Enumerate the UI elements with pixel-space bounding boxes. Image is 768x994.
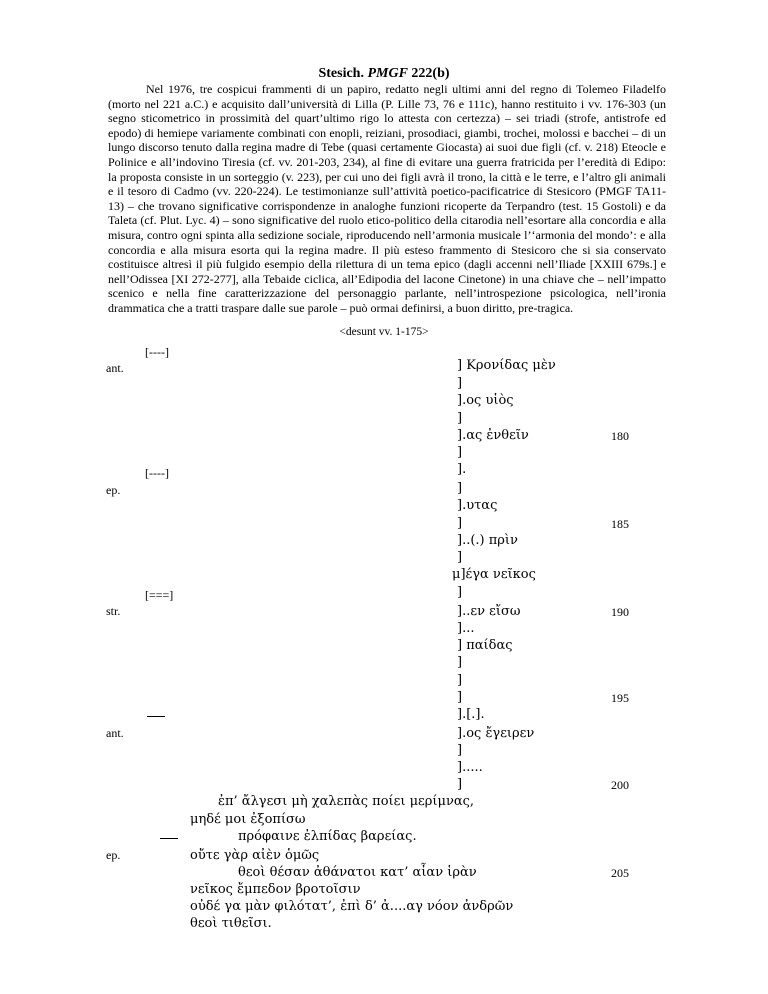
verse-line: ] <box>457 411 463 426</box>
section-label: ep. <box>106 848 121 862</box>
line-number: 200 <box>611 778 629 792</box>
verse-line: ].ος υἱὸς <box>457 393 514 408</box>
verse-line: θεοὶ τιθεῖσι. <box>190 916 272 931</box>
verse-line: ].ος ἔγειρεν <box>457 726 535 741</box>
verse-line: οὔτε γὰρ αἰὲν ὁμῶς <box>190 848 320 863</box>
verse-line: μ]έγα νεῖκος <box>452 567 536 582</box>
verse-line: μηδέ μοι ἐξοπίσω <box>190 812 306 827</box>
verse-line: ]..(.) πρὶν <box>457 533 518 548</box>
verse-line: ] <box>457 445 463 460</box>
desunt-note: <desunt vv. 1-175> <box>339 326 429 338</box>
triad-marker: [----] <box>145 345 169 359</box>
verse-line: ].[.]. <box>457 707 485 722</box>
verse-line: ] <box>457 550 463 565</box>
section-divider <box>147 716 165 717</box>
section-label: str. <box>106 604 121 618</box>
verse-line: ] <box>457 743 463 758</box>
verse-line: ]. <box>457 462 467 477</box>
section-label: ant. <box>106 361 124 375</box>
line-number: 205 <box>611 866 629 880</box>
line-number: 195 <box>611 691 629 705</box>
verse-line: ] παίδας <box>457 638 513 653</box>
section-label: ep. <box>106 483 121 497</box>
verse-line: ].υτας <box>457 498 498 513</box>
triad-marker: [===] <box>145 588 174 602</box>
verse-line: ] <box>457 673 463 688</box>
verse-line: ]..εν εἴσω <box>457 604 521 619</box>
verse-line: ] <box>457 655 463 670</box>
verse-line: νεῖκος ἔμπεδον βροτοῖσιν <box>190 882 361 897</box>
page-title <box>0 66 768 82</box>
verse-line: ἐπ’ ἄλγεσι μὴ χαλεπὰς ποίει μερίμνας, <box>218 794 475 809</box>
introduction-paragraph: Nel 1976, tre cospicui frammenti di un papiro, redatto negli ultimi anni del regno di Tolemeo Filadelfo (morto nel 221 a.C.) e acquisito dall’università di Lilla (P. Lille 73, 76 e 111c), hanno restituito i vv. 176-303 (un segno sticometrico in prossimità del quart’ultimo rigo lo attesta con certezza) – sei triadi (strofe, antistrofe ed epodo) di hemiepe variamente combinati con enopli, reiziani, prosodiaci, giambi, trochei, molossi e bacchei – di un lungo discorso tenuto dalla regina madre di Tebe (quasi certamente Giocasta) ai suoi due figli (cf. v. 218) Eteocle e Polinice e all’indovino Tiresia (cf. vv. 201-203, 234), al fine di evitare una guerra fratricida per l’eredità di Edipo: la proposta consiste in un sorteggio (v. 223), per cui uno dei figli avrà il trono, la città e le terre, e l’altro gli animali e il tesoro di Cadmo (vv. 220-224). Le testimonianze sull’attività poetico-pacificatrice di Stesicoro (PMGF TA11-13) – che trovano significative corrispondenze in analoghe funzioni ricoperte da Terpandro (test. 15 Gostoli) e da Taleta (cf. Plut. Lyc. 4) – sono significative del ruolo etico-politico della citarodia nell’esortare alla concordia e alla misura, contro ogni spinta alla sedizione sociale, riproducendo nell’armonia musicale l’‘armonia del mondo’: e alla concordia e alla misura esorta qui la regina madre. Il più esteso frammento di Stesicoro che si sia conservato costituisce altresì il più fulgido esempio della rilettura di un tema epico (dagli accenni nell’Iliade [XXIII 679s.] e nell’Odissea [XI 272-277], alla Tebaide ciclica, all’Edipodia del lacone Cinetone) in una chiave che – nell’impatto scenico e nella fine caratterizzazione del personaggio parlante, nell’introspezione psicologica, nell’ironia drammatica che a tratti traspare dalle sue parole – può ormai definirsi, a buon diritto, pre-tragica. <box>108 82 666 315</box>
section-divider <box>160 838 178 839</box>
verse-line: ] <box>457 690 463 705</box>
verse-line: ]... <box>457 621 475 636</box>
title-author: Stesich. <box>318 66 368 81</box>
verse-line: ] <box>457 777 463 792</box>
verse-line: θεοὶ θέσαν ἀθάνατοι κατ’ αἶαν ἱρὰν <box>238 865 477 880</box>
verse-line: ]..... <box>457 760 483 775</box>
line-number: 180 <box>611 429 629 443</box>
verse-line: οὐδέ γα μὰν φιλότατ’, ἐπὶ δ’ ἀ....αγ νόον ἀνδρῶν <box>190 899 514 914</box>
line-number: 185 <box>611 517 629 531</box>
line-number: 190 <box>611 605 629 619</box>
verse-line: ] <box>457 376 463 391</box>
title-fragment: 222(b) <box>407 66 450 81</box>
title-source: PMGF <box>367 66 408 81</box>
verse-line: πρόφαινε ἐλπίδας βαρείας. <box>238 829 417 844</box>
verse-line: ].ας ἐνθεῖν <box>457 428 529 443</box>
verse-line: ] <box>457 585 463 600</box>
section-label: ant. <box>106 726 124 740</box>
verse-line: ] <box>457 516 463 531</box>
triad-marker: [----] <box>145 466 169 480</box>
verse-line: ] Κρονίδας μὲν <box>457 358 556 373</box>
verse-line: ] <box>457 481 463 496</box>
